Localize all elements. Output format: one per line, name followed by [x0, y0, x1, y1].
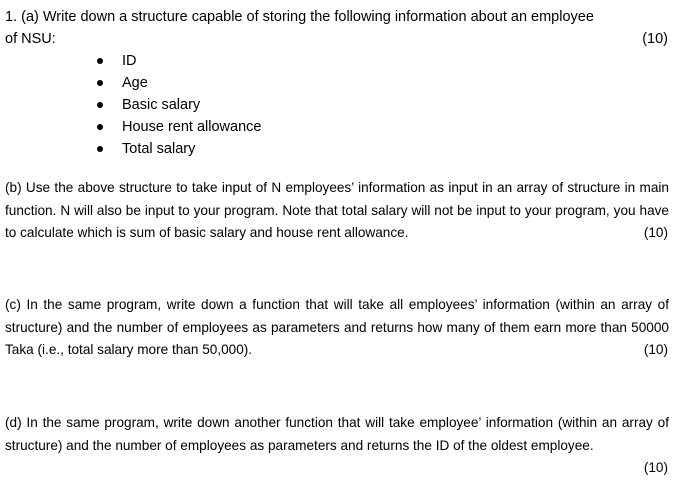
list-item [96, 116, 261, 138]
bullet-icon [97, 58, 103, 64]
field-label: ID [122, 53, 137, 69]
bullet-icon [97, 80, 103, 86]
bullet-icon [97, 146, 103, 152]
list-item [96, 72, 261, 94]
list-item [96, 138, 261, 160]
question-1a-line-1: 1. (a) Write down a structure capable of storing the following information about an employee [5, 9, 594, 25]
question-1c-marks: (10) [643, 342, 668, 357]
list-item [96, 50, 261, 72]
question-1b-text: (b) Use the above structure to take input of N employees’ information as input in an array of structure in main function. N will also be input to your program. Note that total salary will not be input to your program, you have to calculate which is sum of basic salary and house rent allowance. [5, 180, 669, 240]
bullet-icon [97, 102, 103, 108]
field-label: House rent allowance [122, 119, 262, 135]
question-1b-marks: (10) [643, 225, 668, 240]
field-label: Age [122, 75, 148, 91]
field-label: Total salary [122, 141, 196, 157]
bullet-icon [97, 124, 103, 130]
list-item [96, 94, 261, 116]
field-label: Basic salary [122, 97, 201, 113]
question-1a-line-2: of NSU: [5, 31, 56, 47]
question-1d-text: (d) In the same program, write down another function that will take employee’ information (within an array of structure) and the number of employees as parameters and returns the ID of the oldest employee. [5, 415, 669, 453]
question-1d-marks: (10) [643, 460, 668, 475]
question-1a-marks: (10) [642, 31, 668, 47]
question-1c-text: (c) In the same program, write down a function that will take all employees’ information (within an array of structure) and the number of employees as parameters and returns how many of them earn more than 50000 Taka (i.e., total salary more than 50,000). [5, 297, 669, 357]
employee-field-list [96, 50, 261, 160]
